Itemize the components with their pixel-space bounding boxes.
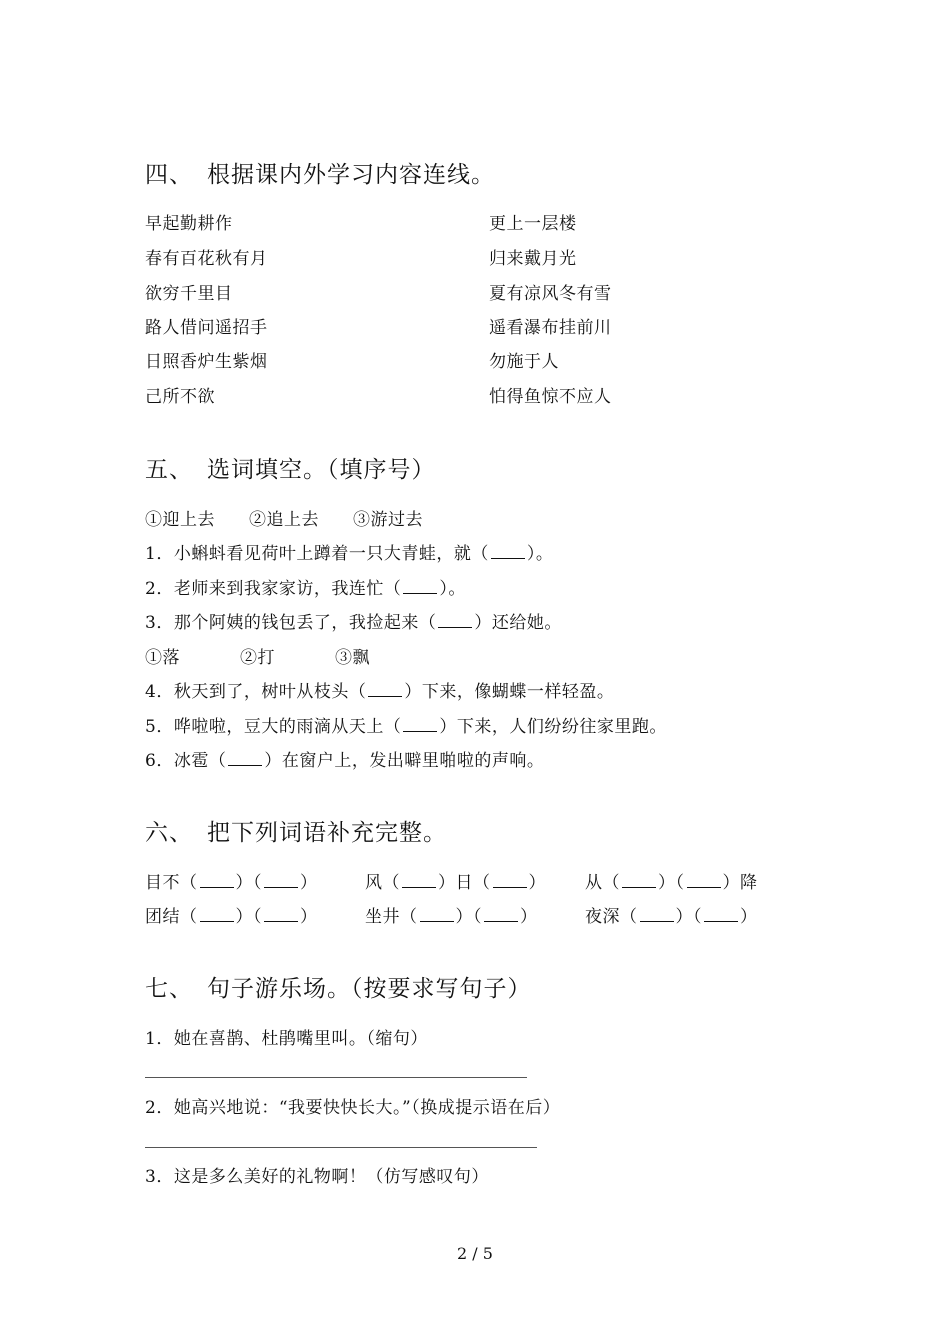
question-text: 1．小蝌蚪看见荷叶上蹲着一只大青蛙，就（ (145, 544, 489, 564)
question-text: ）在窗户上，发出噼里啪啦的声响。 (264, 751, 545, 771)
match-left-item: 路人借问遥招手 (145, 318, 268, 338)
match-right-item: 归来戴月光 (489, 249, 577, 269)
question-text: 4．秋天到了，树叶从枝头（ (145, 682, 367, 702)
idiom-text: ） (528, 873, 546, 893)
idiom-text: ） (300, 907, 318, 927)
match-right-item: 更上一层楼 (489, 214, 577, 234)
answer-blank[interactable] (493, 873, 527, 888)
section-6-number: 六、 (145, 820, 193, 846)
option: ③飘 (335, 648, 370, 668)
section-4-title: 根据课内外学习内容连线。 (207, 162, 495, 188)
option: ③游过去 (353, 510, 423, 530)
answer-blank[interactable] (622, 873, 656, 888)
question-text: ）还给她。 (474, 613, 562, 633)
answer-line[interactable] (145, 1077, 527, 1078)
option: ①迎上去 (145, 510, 215, 530)
answer-blank[interactable] (403, 717, 437, 732)
answer-blank[interactable] (200, 873, 234, 888)
answer-blank[interactable] (420, 907, 454, 922)
answer-blank[interactable] (704, 907, 738, 922)
question-6 (145, 746, 544, 771)
question-text: ）。 (439, 579, 466, 599)
idiom-text: ）（ (455, 907, 482, 927)
answer-blank[interactable] (438, 613, 472, 628)
match-right-item: 夏有凉风冬有雪 (489, 284, 612, 304)
question-text: 6．冰雹（ (145, 751, 227, 771)
sentence-task-3: 3．这是多么美好的礼物啊！（仿写感叹句） (145, 1167, 489, 1187)
question-4 (145, 677, 614, 702)
idiom-fill (585, 902, 758, 927)
section-6-heading (145, 814, 447, 847)
match-right-item: 怕得鱼惊不应人 (489, 387, 612, 407)
match-left-item: 欲穷千里目 (145, 284, 233, 304)
idiom-text: 风（ (365, 873, 400, 893)
idiom-text: 从（ (585, 873, 620, 893)
answer-blank[interactable] (640, 907, 674, 922)
idiom-fill (365, 902, 538, 927)
section-6-title: 把下列词语补充完整。 (207, 820, 447, 846)
answer-blank[interactable] (264, 873, 298, 888)
answer-blank[interactable] (403, 579, 437, 594)
question-text: ）。 (526, 544, 554, 564)
answer-line[interactable] (145, 1147, 537, 1148)
question-5 (145, 712, 667, 737)
question-text: 2．老师来到我家家访，我连忙（ (145, 579, 402, 599)
question-text: 3．那个阿姨的钱包丢了，我捡起来（ (145, 613, 437, 633)
idiom-text: ）（ (235, 873, 262, 893)
question-3 (145, 608, 562, 633)
option: ①落 (145, 648, 180, 668)
option: ②打 (240, 648, 275, 668)
idiom-text: 夜深（ (585, 907, 638, 927)
question-text: ）下来，像蝴蝶一样轻盈。 (404, 682, 615, 702)
question-1 (145, 539, 553, 564)
question-2 (145, 574, 466, 599)
section-5-title: 选词填空。（填序号） (207, 457, 436, 483)
answer-blank[interactable] (491, 544, 525, 559)
idiom-text: 坐井（ (365, 907, 418, 927)
idiom-fill (145, 868, 318, 893)
idiom-text: ）（ (235, 907, 262, 927)
match-right-item: 遥看瀑布挂前川 (489, 318, 612, 338)
match-left-item: 早起勤耕作 (145, 214, 233, 234)
idiom-fill (585, 868, 758, 893)
option: ②追上去 (249, 510, 319, 530)
idiom-fill (365, 868, 546, 893)
match-left-item: 日照香炉生紫烟 (145, 352, 268, 372)
word-options-2 (145, 643, 404, 668)
section-5-number: 五、 (145, 457, 193, 483)
match-right-item: 勿施于人 (489, 352, 559, 372)
section-7-title: 句子游乐场。（按要求写句子） (207, 976, 532, 1002)
match-left-item: 己所不欲 (145, 387, 215, 407)
answer-blank[interactable] (200, 907, 234, 922)
idiom-text: 团结（ (145, 907, 198, 927)
page-number: 2 / 5 (457, 1244, 493, 1263)
section-4-heading (145, 156, 495, 189)
match-left-item: 春有百花秋有月 (145, 249, 268, 269)
answer-blank[interactable] (264, 907, 298, 922)
idiom-text: ）日（ (438, 873, 491, 893)
sentence-task-1: 1．她在喜鹊、杜鹃嘴里叫。（缩句） (145, 1029, 428, 1049)
section-7-number: 七、 (145, 976, 193, 1002)
idiom-text: ）（ (675, 907, 702, 927)
word-options-1 (145, 505, 457, 530)
sentence-task-2: 2．她高兴地说：“我要快快长大。”（换成提示语在后） (145, 1098, 561, 1118)
idiom-text: 目不（ (145, 873, 198, 893)
idiom-text: ） (300, 873, 318, 893)
idiom-text: ） (520, 907, 538, 927)
answer-blank[interactable] (687, 873, 721, 888)
answer-blank[interactable] (368, 682, 402, 697)
answer-blank[interactable] (228, 751, 262, 766)
section-4-number: 四、 (145, 162, 193, 188)
answer-blank[interactable] (484, 907, 518, 922)
idiom-text: ）（ (658, 873, 685, 893)
idiom-fill (145, 902, 318, 927)
answer-blank[interactable] (402, 873, 436, 888)
question-text: ）下来，人们纷纷往家里跑。 (439, 717, 667, 737)
section-5-heading (145, 451, 436, 484)
section-7-heading (145, 970, 532, 1003)
question-text: 5．哗啦啦，豆大的雨滴从天上（ (145, 717, 402, 737)
idiom-text: ） (740, 907, 758, 927)
idiom-text: ）降 (722, 873, 758, 893)
